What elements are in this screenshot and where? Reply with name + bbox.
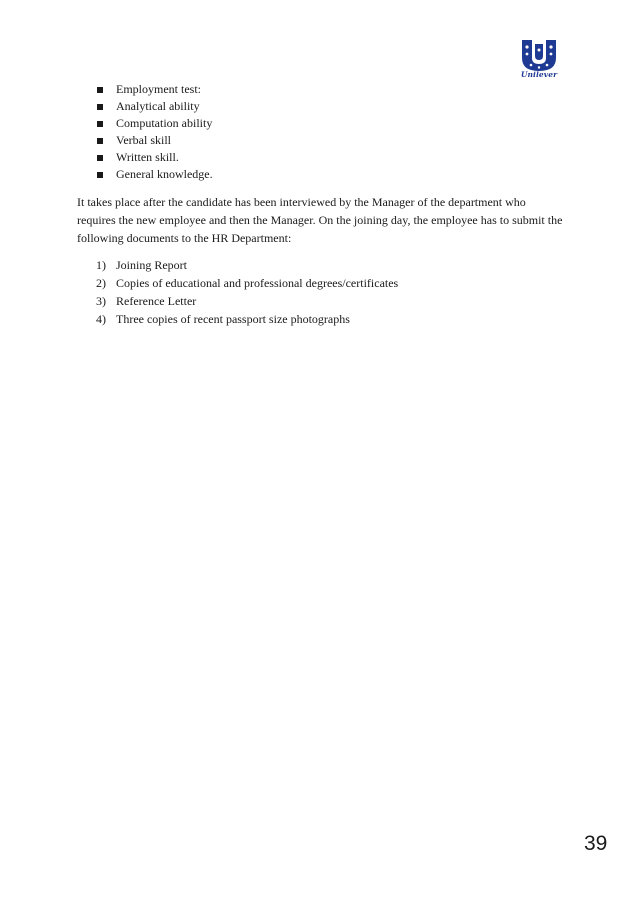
square-bullet-icon (97, 155, 103, 161)
unilever-logo (516, 38, 562, 80)
bullet-item (96, 98, 213, 115)
bullet-item (96, 132, 213, 149)
square-bullet-icon (97, 87, 103, 93)
bullet-text: General knowledge. (116, 167, 213, 181)
numbered-item (96, 292, 398, 310)
bullet-item (96, 81, 213, 98)
bullet-item (96, 166, 213, 183)
item-number: 2) (96, 276, 106, 290)
bullet-list (96, 81, 213, 183)
page-number: 39 (584, 832, 608, 855)
square-bullet-icon (97, 121, 103, 127)
item-text: Reference Letter (116, 294, 197, 308)
item-number: 4) (96, 312, 106, 326)
square-bullet-icon (97, 138, 103, 144)
item-text: Joining Report (116, 258, 187, 272)
bullet-text: Written skill. (116, 150, 179, 164)
body-paragraph: It takes place after the candidate has been interviewed by the Manager of the department who requires the new employee and then the Manager. On the joining day, the employee has to submit the following documents to the HR Department: (77, 195, 563, 245)
bullet-text: Analytical ability (116, 99, 200, 113)
bullet-item (96, 149, 213, 166)
numbered-item (96, 310, 398, 328)
bullet-text: Verbal skill (116, 133, 171, 147)
item-number: 3) (96, 294, 106, 308)
bullet-text: Employment test: (116, 82, 201, 96)
numbered-item (96, 256, 398, 274)
item-text: Copies of educational and professional degrees/certificates (116, 276, 399, 290)
numbered-list (96, 256, 398, 328)
square-bullet-icon (97, 104, 103, 110)
square-bullet-icon (97, 172, 103, 178)
unilever-u-icon (516, 38, 562, 72)
bullet-item (96, 115, 213, 132)
logo-wordmark: Unilever (520, 70, 558, 79)
numbered-item (96, 274, 398, 292)
item-number: 1) (96, 258, 106, 272)
item-text: Three copies of recent passport size photographs (116, 312, 350, 326)
bullet-text: Computation ability (116, 116, 213, 130)
